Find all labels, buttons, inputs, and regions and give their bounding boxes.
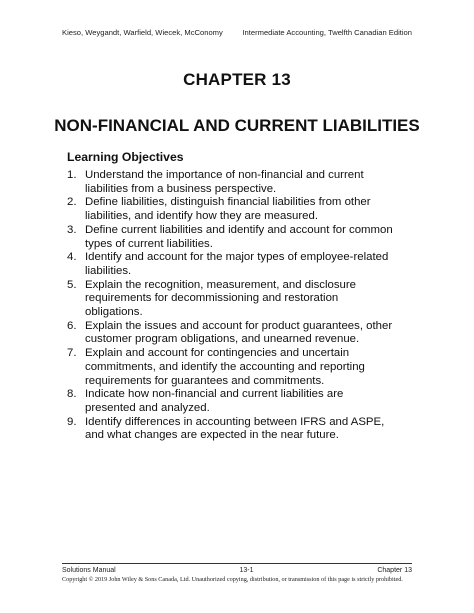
objective-item	[67, 347, 397, 388]
copyright-notice: Copyright © 2019 John Wiley & Sons Canada, Ltd. Unauthorized copying, distribution, or transmission of this page is strictly prohibited.	[62, 576, 403, 583]
objective-item	[67, 279, 397, 320]
header-book-title: Intermediate Accounting, Twelfth Canadian Edition	[242, 28, 412, 37]
footer-chapter: Chapter 13	[377, 567, 412, 574]
objective-item	[67, 320, 397, 347]
chapter-title: CHAPTER 13	[183, 70, 291, 89]
page-footer	[62, 563, 412, 584]
objective-text: Indicate how non-financial and current liabilities are presented and analyzed.	[85, 388, 344, 414]
objective-item	[67, 224, 397, 251]
footer-manual-title: Solutions Manual	[62, 567, 116, 574]
objective-number: 3.	[67, 223, 77, 236]
objective-item	[67, 416, 397, 443]
objective-number: 1.	[67, 169, 77, 181]
footer-page-number: 13-1	[239, 567, 254, 574]
objective-text: Identify differences in accounting between IFRS and ASPE, and what changes are expected in the near future.	[85, 415, 385, 442]
objective-text: Explain and account for contingencies and uncertain commitments, and identify the accounting and reporting requirements for guarantees and commitments.	[85, 347, 365, 387]
objective-item	[67, 169, 397, 196]
objective-text: Explain the recognition, measurement, and disclosure requirements for decommissioning and restoration obligations.	[85, 278, 356, 319]
page-header	[62, 28, 412, 37]
learning-objectives-list	[67, 169, 397, 443]
header-authors: Kieso, Weygandt, Warfield, Wiecek, McConomy	[62, 28, 223, 37]
objective-number: 7.	[67, 347, 77, 360]
objective-text: Explain the issues and account for product guarantees, other customer program obligations, and unearned revenue.	[85, 319, 393, 346]
objective-number: 8.	[67, 388, 77, 401]
objective-number: 6.	[67, 319, 77, 332]
subject-title: NON-FINANCIAL AND CURRENT LIABILITIES	[54, 116, 420, 135]
learning-objectives-heading: Learning Objectives	[67, 150, 184, 164]
objective-number: 2.	[67, 196, 77, 209]
objective-item	[67, 196, 397, 223]
objective-item	[67, 388, 397, 415]
objective-text: Define liabilities, distinguish financial liabilities from other liabilities, and identify how they are measured.	[85, 196, 371, 223]
objective-item	[67, 251, 397, 278]
objective-text: Define current liabilities and identify and account for common types of current liabilities.	[85, 223, 393, 250]
objective-number: 5.	[67, 278, 77, 291]
objective-number: 4.	[67, 251, 77, 264]
objective-number: 9.	[67, 415, 77, 428]
footer-row	[62, 566, 412, 575]
objective-text: Understand the importance of non-financial and current liabilities from a business perspective.	[85, 169, 364, 195]
objective-text: Identify and account for the major types of employee-related liabilities.	[85, 251, 389, 277]
